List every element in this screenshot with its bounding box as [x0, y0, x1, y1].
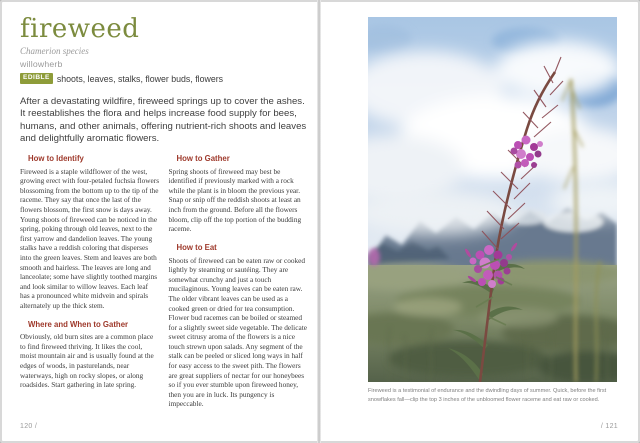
- species-name: Chamerion species: [20, 46, 89, 57]
- page-number-right: / 121: [600, 423, 618, 430]
- section-heading-how-to-gather: How to Gather: [176, 153, 230, 163]
- common-name: willowherb: [20, 58, 63, 69]
- fireweed-photo-illustration: [368, 17, 617, 382]
- page-number-left: 120 /: [20, 423, 38, 430]
- section-body-how-to-identify: Fireweed is a staple wildflower of the west, growing erect with four-petaled fuchsia flowers blossoming from the bottom up to the tip of the raceme. They say that once the last of the flowers blossom, the first snow is days away. Young shoots of fireweed can be noticed in the spring, poking through old leaves, next to the first yarrow and dandelion leaves. The young stalks have a reddish coloring that disperses into the green leaves. Stem and leaves are both smooth and hairless. The leaves are long and lanceolate; some have slightly toothed margins and look similar to willow leaves. Each leaf has a pronounced white midvein and spirals alternately up the thick stem.: [20, 166, 160, 310]
- section-heading-how-to-identify: How to Identify: [28, 153, 84, 163]
- two-column-text: [20, 154, 308, 409]
- column-left: [20, 154, 160, 409]
- left-page: [0, 0, 318, 443]
- edible-parts-list: shoots, leaves, stalks, flower buds, flowers: [56, 73, 224, 84]
- section-heading-how-to-eat: How to Eat: [176, 242, 217, 252]
- section-body-how-to-eat: Shoots of fireweed can be eaten raw or cooked lightly by steaming or sautéing. They are somewhat crunchy and just a touch mucilaginous. Young leaves can be eaten raw. The older vibrant leaves can be used as a cooked green or dried for tea consumption. Flower bud racemes can be boiled or steamed for a slightly sweet side vegetable. The delicate sweet citrusy aroma of the flowers is a nice touch strewn upon salads. Any segment of the stalk can be peeled or sliced long ways in half for easy access to the sweet pith. The flowers are great suppliers of nectar for our honeybees so if you ever stumble upon fireweed honey, then you are in luck. Its pungency is impeccable.: [168, 255, 307, 409]
- intro-paragraph: After a devastating wildfire, fireweed springs up to cover the ashes. It reestablishes the flora and helps increase food supply for bees, humans, and other animals, offering nutrient-rich shoots and leaves and delightfully aromatic flowers.: [20, 95, 307, 145]
- column-right: [169, 154, 309, 409]
- edible-row: [20, 73, 304, 84]
- section-heading-where-when-gather: Where and When to Gather: [28, 319, 129, 329]
- section-body-where-when-gather: Obviously, old burn sites are a common place to find fireweed thriving. It likes the cool, moist mountain air and is usually found at the edges of woods, in pasturelands, near waterways, high on rocky slopes, or along roadsides. Start gathering in late spring.: [20, 332, 154, 390]
- photo-caption: Fireweed is a testimonial of endurance and the dwindling days of summer. Quick, before the first snowflakes fall—clip the top 3 inches of the unbloomed flower raceme and eat raw or cooked.: [368, 388, 607, 403]
- section-body-how-to-gather: Spring shoots of fireweed may best be identified if previously marked with a rock while the plant is in bloom the previous year. Snap or snip off the reddish shoots at least an inch from the ground. Before all the flowers bloom, clip off the top portion of the budding raceme.: [168, 166, 302, 234]
- page-title: fireweed: [20, 14, 140, 44]
- right-page: [321, 0, 640, 443]
- edible-badge: EDIBLE: [20, 73, 53, 84]
- fireweed-photo: [368, 17, 617, 382]
